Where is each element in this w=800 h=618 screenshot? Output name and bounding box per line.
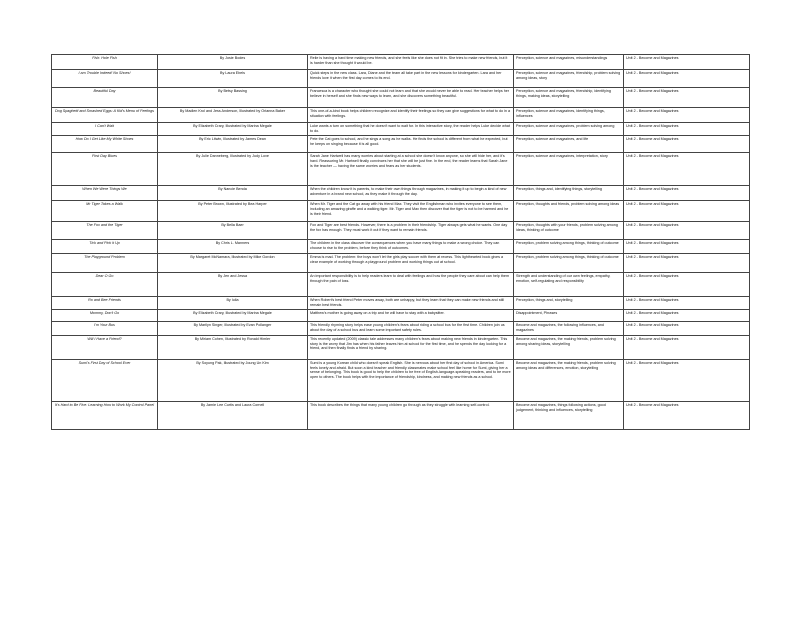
unit-cell: Unit 2 - Become and Magazines	[624, 108, 750, 123]
skills-cell: Perception, science and magazines, misunderstandings	[514, 55, 624, 70]
unit-cell: Unit 2 - Become and Magazines	[624, 70, 750, 88]
unit-cell: Unit 2 - Become and Magazines	[624, 335, 750, 359]
summary-cell: Francesca is a character who thought she could not learn and that she would never be able to read. Her teacher helps her believe in herself and she finds new ways to learn, and she discovers something beautiful.	[308, 88, 514, 108]
unit-cell: Unit 2 - Become and Magazines	[624, 359, 750, 401]
skills-cell: Perception, science and magazines, friendship, identifying things, making ideas, storytelling	[514, 88, 624, 108]
table-row	[52, 123, 750, 136]
table-row	[52, 401, 750, 429]
book-title-cell: How Do I Get Like My White Shoes	[52, 135, 158, 152]
table-row	[52, 152, 750, 185]
table-row	[52, 135, 750, 152]
author-cell: By Marilyn Singer, Illustrated by Evan Pollanger	[158, 321, 308, 335]
unit-cell: Unit 2 - Become and Magazines	[624, 185, 750, 200]
skills-cell: Become and magazines, the making friends, problem solving among sharing ideas, storytelling	[514, 335, 624, 359]
skills-cell: Perception, science and magazines, interpretation, story	[514, 152, 624, 185]
unit-cell: Unit 2 - Become and Magazines	[624, 55, 750, 70]
author-cell: By Jen and Jessa	[158, 272, 308, 296]
table-row	[52, 309, 750, 321]
author-cell: By Madlen Krol and Jess Anderson, Illustrated by Orianna Baker	[158, 108, 308, 123]
author-cell: By Eric Litwin, Illustrated by James Dean	[158, 135, 308, 152]
unit-cell: Unit 2 - Become and Magazines	[624, 253, 750, 272]
book-title-cell: Will I Have a Friend?	[52, 335, 158, 359]
skills-cell: Perception, things and, storytelling	[514, 296, 624, 309]
author-cell: By Betsy Bassing	[158, 88, 308, 108]
summary-cell: When Robert's best friend Peter moves away, both are unhappy, but they learn that they can make new friends and still remain best friends.	[308, 296, 514, 309]
summary-cell: Emma is mad. The problem: the boys won't let the girls play soccer with them at recess. This lighthearted book gives a clear example of working through a playground problem and working things out at school.	[308, 253, 514, 272]
author-cell: By Iulia	[158, 296, 308, 309]
book-title-cell: Sumi's First Day of School Ever	[52, 359, 158, 401]
table-row	[52, 272, 750, 296]
unit-cell: Unit 2 - Become and Magazines	[624, 88, 750, 108]
author-cell: By Miriam Cohen, Illustrated by Ronald Himler	[158, 335, 308, 359]
unit-cell: Unit 2 - Become and Magazines	[624, 221, 750, 239]
author-cell: By Jamie Lee Curtis and Laura Cornell	[158, 401, 308, 429]
skills-cell: Perception, problem solving among things, thinking of outcome	[514, 239, 624, 253]
skills-cell: Perception, science and magazines, friendship, problem solving among ideas, story	[514, 70, 624, 88]
book-title-cell: Mommy, Don't Go	[52, 309, 158, 321]
book-title-cell: The Fox and the Tiger	[52, 221, 158, 239]
unit-cell: Unit 2 - Become and Magazines	[624, 401, 750, 429]
skills-cell: Perception, problem solving among things, thinking of outcome	[514, 253, 624, 272]
book-title-cell: Ro and Bee Friends	[52, 296, 158, 309]
author-cell: By Josie Bodes	[158, 55, 308, 70]
unit-cell: Unit 2 - Become and Magazines	[624, 239, 750, 253]
unit-cell: Unit 2 - Become and Magazines	[624, 321, 750, 335]
table-row	[52, 70, 750, 88]
author-cell: By Nancie Benda	[158, 185, 308, 200]
skills-cell: Perception, thoughts with your friends, problem solving among ideas, thinking of outcome	[514, 221, 624, 239]
skills-cell: Perception, things and, identifying things, storytelling	[514, 185, 624, 200]
summary-cell: Relie is having a hard time making new friends, and she feels like she does not fit in. She tries to make new friends, but it is harder than she thought it would be.	[308, 55, 514, 70]
summary-cell: Sarah Jane Hartwell has many worries about starting at a school she doesn't know anyone, so she will hide her, and it's hard. Reassuring Mr. Hartwell finally convinces her that she will be just fine. In the end, the reader learns that Sarah Jane is the teacher — having the same worries and fears as her students.	[308, 152, 514, 185]
summary-cell: When Mr. Tiger and the Cat go away with his friend Max. They visit the Englishman who invites everyone to see them, including an amazing giraffe and a walking tiger. Mr. Tiger and Max then discover that the tiger is not to be harmed and he is their friend.	[308, 200, 514, 221]
unit-cell: Unit 2 - Become and Magazines	[624, 272, 750, 296]
summary-cell: Matthew's mother is going away on a trip and he will have to stay with a babysitter.	[308, 309, 514, 321]
author-cell: By Bella Baer	[158, 221, 308, 239]
skills-cell: Strength and understanding of our own feelings, empathy, emotion, self-regulating and responsibility	[514, 272, 624, 296]
summary-cell: The children in the class discover the consequences when you have many things to make a wrong choice. They can choose to rise to the problem, before they think of outcomes.	[308, 239, 514, 253]
table-row	[52, 359, 750, 401]
book-title-cell: It's Hard to Be Five: Learning How to Work My Control Panel	[52, 401, 158, 429]
unit-cell: Unit 2 - Become and Magazines	[624, 152, 750, 185]
author-cell: By Peter Brown, Illustrated by Bea Harper	[158, 200, 308, 221]
skills-cell: Become and magazines, the following influences, and magazines	[514, 321, 624, 335]
skills-cell: Become and magazines, things following actions, good judgement, thinking and influences, storytelling	[514, 401, 624, 429]
table-row	[52, 239, 750, 253]
unit-cell: Unit 2 - Become and Magazines	[624, 309, 750, 321]
skills-cell: Disappointment, Phrases	[514, 309, 624, 321]
book-title-cell: Mr Tiger Takes a Walk	[52, 200, 158, 221]
book-title-cell: I Can't Wait	[52, 123, 158, 136]
skills-cell: Perception, thoughts and friends, problem solving among ideas	[514, 200, 624, 221]
table-row	[52, 253, 750, 272]
summary-cell: This book describes the things that many young children go through as they struggle with learning self-control.	[308, 401, 514, 429]
book-list-table	[51, 54, 750, 430]
book-title-cell: The Playground Problem	[52, 253, 158, 272]
summary-cell: Pete the Cat goes to school, and he sings a song as he walks. He finds the school is different from what he expected, but he keeps on singing because it is all good.	[308, 135, 514, 152]
summary-cell: When the children know it is parents, to make their own things through magazines, in making it up to begin a kind of new adventure in a brand new school, as they make it through the day.	[308, 185, 514, 200]
table-row	[52, 296, 750, 309]
summary-cell: Quick steps in the new class. Lara, Diane and the team all take part in the new lessons for kindergarten. Lara and her friends love it when the first day comes to its end.	[308, 70, 514, 88]
table-row	[52, 221, 750, 239]
table-row	[52, 335, 750, 359]
book-title-cell: Beautiful Day	[52, 88, 158, 108]
table-row	[52, 108, 750, 123]
author-cell: By Julie Danneberg, Illustrated by Judy Love	[158, 152, 308, 185]
book-title-cell: I'm Your Bus	[52, 321, 158, 335]
author-cell: By Elizabeth Crary, Illustrated by Marina Megale	[158, 123, 308, 136]
skills-cell: Perception, science and magazines, identifying things, influences	[514, 108, 624, 123]
table-row	[52, 55, 750, 70]
table-body	[52, 55, 750, 430]
summary-cell: Luke wants a turn on something that he doesn't want to wait for. In this interactive story, the reader helps Luke decide what to do.	[308, 123, 514, 136]
skills-cell: Become and magazines, the making friends, problem solving among ideas and differences, emotion, storytelling	[514, 359, 624, 401]
book-title-cell: Tick and Pick it Up	[52, 239, 158, 253]
skills-cell: Perception, science and magazines, problem solving among	[514, 123, 624, 136]
author-cell: By Margaret McNamara, Illustrated by Mike Gordon	[158, 253, 308, 272]
book-title-cell: When We Were Things We	[52, 185, 158, 200]
summary-cell: An important responsibility is to help readers learn to deal with feelings and how the people they care about can help them through the pain of loss.	[308, 272, 514, 296]
summary-cell: This one-of-a-kind book helps children recognize and identify their feelings so they can give suggestions for what to do in a situation with feelings.	[308, 108, 514, 123]
table-row	[52, 88, 750, 108]
author-cell: By Laura Ebels	[158, 70, 308, 88]
book-title-cell: I am Trouble Indeed! No Shoes!	[52, 70, 158, 88]
table-row	[52, 185, 750, 200]
summary-cell: Fox and Tiger are best friends. However, there is a problem in their friendship. Tiger always gets what he wants. One day the fox has enough. They must work it out if they want to remain friends.	[308, 221, 514, 239]
author-cell: By Elizabeth Crary, Illustrated by Marina Megale	[158, 309, 308, 321]
summary-cell: Sumi is a young Korean child who doesn't speak English. She is nervous about her first day of school in America. Sumi feels lonely and afraid. But soon a kind teacher and friendly classmates make school feel like home for Sumi, giving her a sense of belonging. This book is good to help the children to be free of English-language-speaking readers, and to be more open to others. The book helps with the importance of friendship, kindness, and making new friends as a school.	[308, 359, 514, 401]
author-cell: By Soyung Pak, Illustrated by Joung Un Kim	[158, 359, 308, 401]
book-title-cell: Dear O Go	[52, 272, 158, 296]
author-cell: By Chris L. Manners	[158, 239, 308, 253]
summary-cell: This friendly rhyming story helps ease young children's fears about riding a school bus for the first time. Children join us about the day of a school bus and learn some important safety rules.	[308, 321, 514, 335]
skills-cell: Perception, science and magazines, and life	[514, 135, 624, 152]
book-title-cell: Fish: Hole Fish	[52, 55, 158, 70]
book-title-cell: Dog Spaghetti and Smashed Eggs: A Kid's Menu of Feelings	[52, 108, 158, 123]
summary-cell: This recently updated (2009) classic tale addresses many children's fears about making new friends in kindergarten. This story is the worry that Jim has when his father leaves him at school for the first time, and he spends the day looking for a friend, and then finally finds a friend by sharing.	[308, 335, 514, 359]
unit-cell: Unit 2 - Become and Magazines	[624, 123, 750, 136]
unit-cell: Unit 2 - Become and Magazines	[624, 200, 750, 221]
unit-cell: Unit 2 - Become and Magazines	[624, 296, 750, 309]
table-row	[52, 200, 750, 221]
book-title-cell: First Day Blues	[52, 152, 158, 185]
table-row	[52, 321, 750, 335]
unit-cell: Unit 2 - Become and Magazines	[624, 135, 750, 152]
